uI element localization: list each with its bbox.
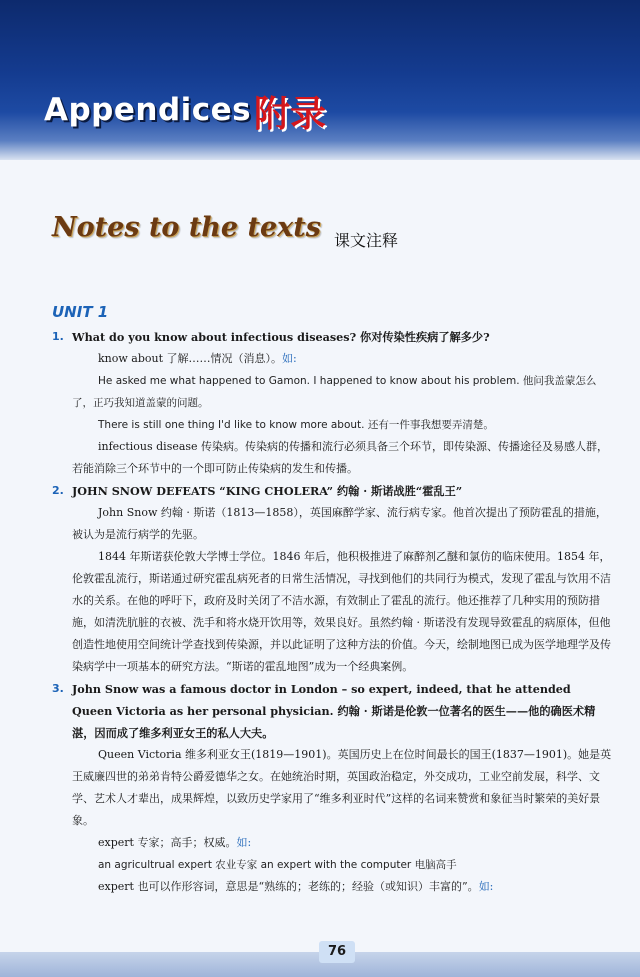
section-title-en: Notes to the texts — [52, 212, 321, 243]
note-item — [52, 678, 612, 898]
note-line — [72, 832, 612, 854]
banner-title-cn: 附录 — [254, 94, 327, 135]
note-heading: John Snow was a famous doctor in London – so expert, indeed, that he attended Queen Victoria as her personal physician. 约翰 · 斯诺是伦敦一位著名的医生——他的确医术精湛，因而成了维多利亚女王的私人大夫。 — [72, 682, 596, 740]
note-heading: What do you know about infectious diseases? 你对传染性疾病了解多少? — [72, 330, 490, 344]
example-line: an agricultrual expert 农业专家 an expert with the computer 电脑高手 — [98, 859, 457, 871]
note-text: know about 了解……情况（消息）。 — [98, 352, 283, 365]
note-line: infectious disease 传染病。传染病的传播和流行必须具备三个环节，即传染源、传播途径及易感人群，若能消除三个环节中的一个即可防止传染病的发生和传播。 — [72, 440, 609, 475]
note-number: 3. — [52, 682, 64, 695]
example-line: There is still one thing I'd like to know more about. 还有一件事我想要弄清楚。 — [98, 419, 494, 431]
example-line: He asked me what happened to Gamon. I happened to know about his problem. 他问我盖蒙怎么了，正巧我知道盖蒙的问题。 — [72, 375, 597, 409]
note-item — [52, 326, 612, 480]
note-line — [72, 348, 612, 370]
header-banner — [0, 0, 640, 160]
note-heading: JOHN SNOW DEFEATS “KING CHOLERA” 约翰 · 斯诺战胜“霍乱王” — [72, 484, 463, 498]
section-title-cn: 课文注释 — [334, 231, 399, 250]
page-number: 76 — [319, 941, 355, 963]
note-line: John Snow 约翰 · 斯诺（1813—1858），英国麻醉学家、流行病专家。他首次提出了预防霍乱的措施，被认为是流行病学的先驱。 — [72, 506, 607, 541]
example-marker: 如: — [282, 352, 297, 365]
note-text: expert 专家；高手；权威。 — [98, 836, 237, 849]
note-text: expert 也可以作形容词，意思是“熟练的；老练的；经验（或知识）丰富的”。 — [98, 880, 479, 893]
example-marker: 如: — [478, 880, 494, 893]
unit-heading: UNIT 1 — [52, 303, 109, 321]
note-line: 1844 年斯诺获伦敦大学博士学位。1846 年后，他积极推进了麻醉剂乙醚和氯仿的临床使用。1854 年，伦敦霍乱流行，斯诺通过研究霍乱病死者的日常生活情况，寻找到他们的共同行为模式，发现了霍乱与饮用不洁水的关系。在他的呼吁下，政府及时关闭了不洁水源，有效制止了霍乱的流行。他还推荐了几种实用的预防措施，如清洗肮脏的衣被、洗手和将水烧开饮用等，效果良好。虽然约翰 · 斯诺没有发现导致霍乱的病原体，但他创造性地使用空间统计学查找到传染源，并以此证明了这种方法的价值。今天，绘制地图已成为医学地理学及传染病学中一项基本的研究方法。“斯诺的霍乱地图”成为一个经典案例。 — [72, 550, 611, 673]
note-item — [52, 480, 612, 678]
banner-title-en: Appendices — [44, 92, 252, 128]
note-line: Queen Victoria 维多利亚女王(1819—1901)。英国历史上在位时间最长的国王(1837—1901)。她是英王威廉四世的弟弟肯特公爵爱德华之女。在她统治时期，英国政治稳定，外交成功，工业空前发展，科学、文学、艺术人才辈出，成果辉煌，以致历史学家用了“维多利亚时代”这样的名词来赞赏和象征当时繁荣的美好景象。 — [72, 748, 612, 827]
note-line — [72, 876, 612, 898]
notes-list — [52, 326, 612, 898]
example-marker: 如: — [236, 836, 252, 849]
note-number: 1. — [52, 330, 64, 343]
note-number: 2. — [52, 484, 64, 497]
